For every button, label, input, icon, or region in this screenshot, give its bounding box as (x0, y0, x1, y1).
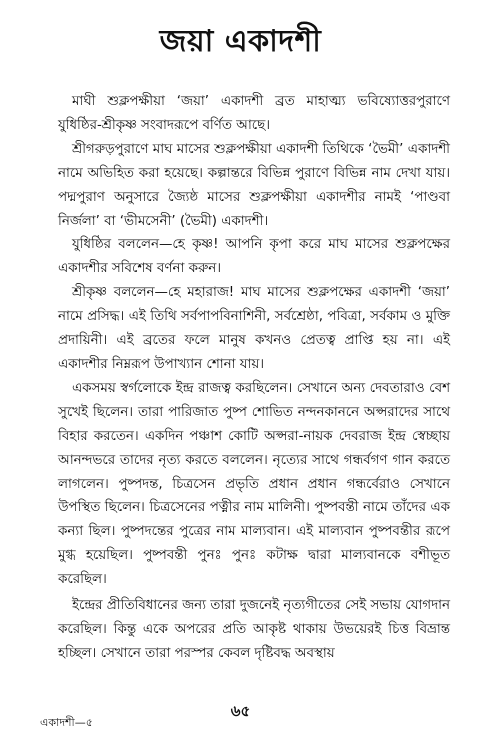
paragraph-5: একসময় স্বর্গলোকে ইন্দ্র রাজত্ব করছিলেন। সেখানে অন্য দেবতারাও বেশ সুখেই ছিলেন। তারা পারিজাত পুষ্প শোভিত নন্দনকাননে অপ্সরাদের সাথে বিহার করতেন। একদিন পঞ্চাশ কোটি অপ্সরা-নায়ক দেবরাজ ইন্দ্র স্বেচ্ছায় আনন্দভরে তাদের নৃত্য করতে বললেন। নৃত্যের সাথে গন্ধর্বগণ গান করতে লাগলেন। পুষ্পদন্ত, চিত্রসেন প্রভৃতি প্রধান প্রধান গন্ধর্বেরাও সেখানে উপস্থিত ছিলেন। চিত্রসেনের পত্নীর নাম মালিনী। পুষ্পবন্তী নামে তাঁদের এক কন্যা ছিল। পুষ্পদন্তের পুত্রের নাম মাল্যবান। এই মাল্যবান পুষ্পবন্তীর রূপে মুগ্ধ হয়েছিল। পুষ্পবন্তী পুনঃ পুনঃ কটাক্ষ দ্বারা মাল্যবানকে বশীভূত করেছিল। (58, 380, 450, 588)
body-text (58, 90, 450, 666)
paragraph-6: ইন্দ্রের প্রীতিবিধানের জন্য তারা দুজনেই নৃত্যগীতের সেই সভায় যোগদান করেছিল। কিন্তু একে অপরের প্রতি আকৃষ্ট থাকায় উভয়েরই চিত্ত বিভ্রান্ত হচ্ছিল। সেখানে তারা পরস্পর কেবল দৃষ্টিবদ্ধ অবস্থায় (58, 598, 450, 661)
paragraph-2: শ্রীগরুড়পুরাণে মাঘ মাসের শুক্লপক্ষীয়া একাদশী তিথিকে ‘ভৈমী’ একাদশী নামে অভিহিত করা হয়েছে। কল্পান্তরে বিভিন্ন পুরাণে বিভিন্ন নাম দেখা যায়। পদ্মপুরাণ অনুসারে জ্যৈষ্ঠ মাসের শুক্লপক্ষীয়া একাদশীর নামই ‘পাণ্ডবা নির্জলা’ বা ‘ভীমসেনী’ (ভৈমী) একাদশী। (58, 141, 450, 229)
page-title: জয়া একাদশী (159, 24, 322, 59)
paragraph-3: যুধিষ্ঠির বললেন—হে কৃষ্ণ! আপনি কৃপা করে মাঘ মাসের শুক্লপক্ষের একাদশীর সবিশেষ বর্ণনা করুন। (58, 237, 450, 277)
paragraph-1: মাঘী শুক্লপক্ষীয়া ‘জয়া’ একাদশী ব্রত মাহাত্ম্য ভবিষ্যোত্তরপুরাণে যুধিষ্ঠির-শ্রীকৃষ্ণ সংবাদরূপে বর্ণিত আছে। (58, 94, 450, 133)
paragraph-4: শ্রীকৃষ্ণ বললেন—হে মহারাজ! মাঘ মাসের শুক্লপক্ষের একাদশী ‘জয়া’ নামে প্রসিদ্ধ। এই তিথি সর্বপাপবিনাশিনী, সর্বশ্রেষ্ঠা, পবিত্রা, সর্বকাম ও মুক্তি প্রদায়িনী। এই ব্রতের ফলে মানুষ কখনও প্রেতত্ব প্রাপ্তি হয় না। এই একাদশীর নিম্নরূপ উপাখ্যান শোনা যায়। (58, 285, 450, 372)
footer-label: একাদশী—৫ (40, 716, 93, 729)
page-number: ৬৫ (230, 702, 251, 720)
